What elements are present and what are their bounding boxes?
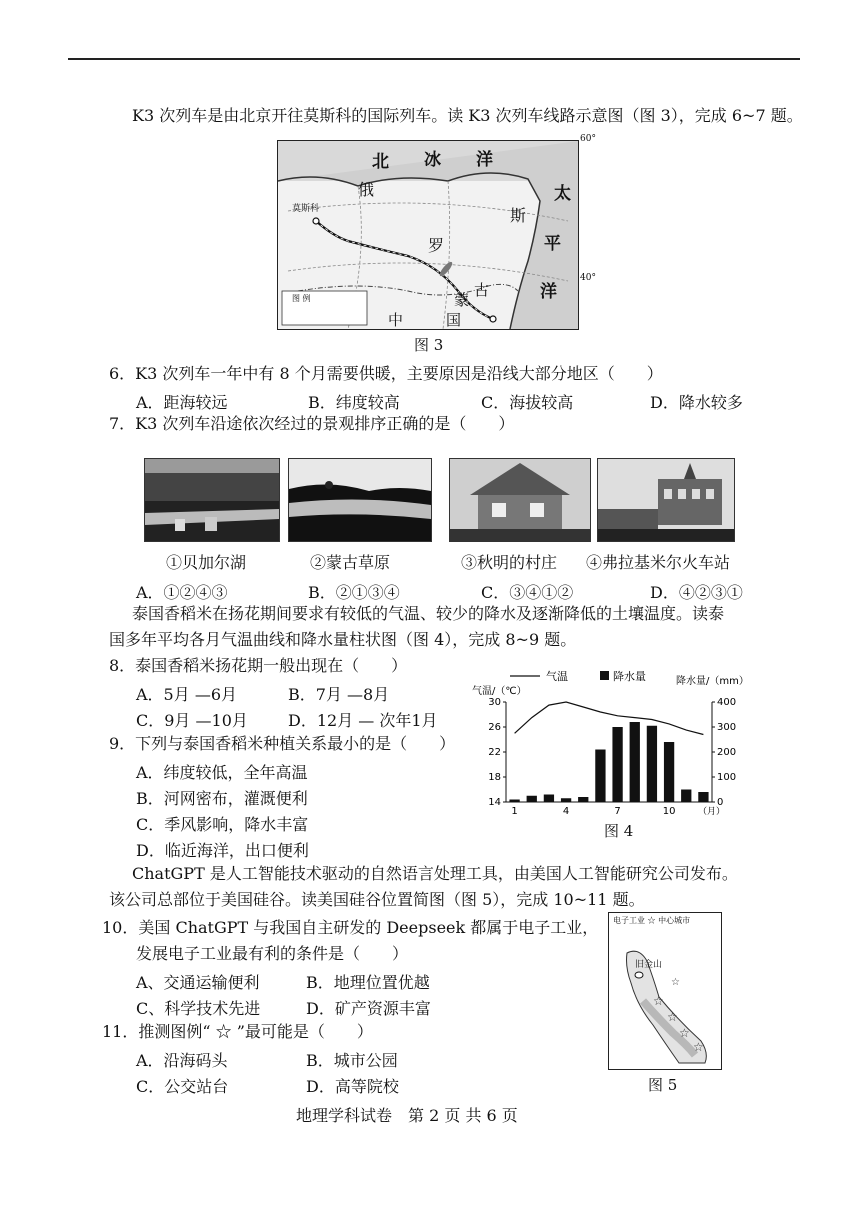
map-label-e: 俄 — [358, 180, 375, 199]
left-tick-label: 22 — [488, 747, 501, 758]
photo-vladimir-station — [597, 458, 735, 542]
x-tick-label: 10 — [662, 806, 676, 817]
legend-precip-swatch — [600, 671, 609, 680]
map-label-si: 斯 — [510, 206, 527, 225]
beijing-point — [490, 316, 496, 322]
question-7-stem: 7．K3 次列车沿途依次经过的景观排序正确的是（ ） — [109, 414, 515, 433]
right-tick-label: 0 — [717, 797, 724, 808]
precip-bar-9 — [647, 726, 657, 802]
q6-option-a[interactable]: A．距海较远 — [136, 393, 228, 412]
precip-bar-4 — [561, 798, 571, 802]
right-axis-title: 降水量/（mm） — [676, 676, 749, 687]
precip-bar-10 — [664, 742, 674, 802]
x-tick-label: 7 — [614, 806, 621, 817]
q10-option-d[interactable]: D．矿产资源丰富 — [306, 999, 431, 1018]
map-label-guo: 国 — [446, 311, 462, 329]
map-label-meng: 蒙 — [454, 291, 470, 309]
q9-option-a[interactable]: A．纬度较低，全年高温 — [136, 763, 308, 782]
q11-option-d[interactable]: D．高等院校 — [306, 1077, 399, 1096]
q8-option-d[interactable]: D．12月 — 次年1月 — [288, 711, 438, 730]
left-tick-label: 14 — [488, 797, 501, 808]
star-marker: ☆ — [667, 1010, 678, 1024]
baikal-lake — [438, 260, 454, 278]
photo-caption-3: ③秋明的村庄 — [461, 553, 558, 572]
photo-tyumen-village — [449, 458, 591, 542]
q7-option-d[interactable]: D．④②③① — [650, 583, 743, 602]
star-marker: ☆ — [671, 977, 680, 988]
question-8-stem: 8．泰国香稻米扬花期一般出现在（ ） — [109, 656, 408, 675]
question-9-stem: 9．下列与泰国香稻米种植关系最小的是（ ） — [109, 734, 456, 753]
precip-bar-1 — [509, 800, 519, 803]
fig5-legend: 电子工业 ☆ 中心城市 — [613, 916, 691, 925]
map-label-tai: 太 — [554, 184, 571, 204]
left-axis-title: 气温/（℃） — [472, 686, 527, 697]
q6-option-c[interactable]: C．海拔较高 — [481, 393, 574, 412]
intro-thai-line-2: 国多年平均各月气温曲线和降水量柱状图（图 4），完成 8~9 题。 — [109, 630, 577, 649]
intro-chatgpt-line-1: ChatGPT 是人工智能技术驱动的自然语言处理工具，由美国人工智能研究公司发布。 — [132, 864, 738, 883]
precip-bar-6 — [595, 750, 605, 803]
star-marker: ☆ — [653, 994, 664, 1008]
q10-option-b[interactable]: B．地理位置优越 — [306, 973, 430, 992]
question-10-stem-1: 10．美国 ChatGPT 与我国自主研发的 Deepseek 都属于电子工业， — [102, 918, 599, 937]
photo-caption-4: ④弗拉基米尔火车站 — [586, 553, 731, 572]
map-label-zhong: 中 — [388, 311, 404, 329]
photo-baikal-lake — [144, 458, 280, 542]
map-label-moscow: 莫斯科 — [292, 204, 320, 214]
q10-option-c[interactable]: C、科学技术先进 — [136, 999, 261, 1018]
q7-option-b[interactable]: B．②①③④ — [308, 583, 400, 602]
precip-bar-11 — [681, 790, 691, 803]
silicon-valley-svg — [609, 913, 721, 1069]
map-label-luo: 罗 — [428, 236, 445, 255]
q11-option-a[interactable]: A．沿海码头 — [136, 1051, 228, 1070]
moscow-point — [313, 218, 319, 224]
right-tick-label: 200 — [717, 747, 737, 758]
figure-3-map — [277, 140, 579, 330]
star-marker: ☆ — [693, 1040, 704, 1054]
figure-4-caption: 图 4 — [604, 822, 634, 840]
page-footer: 地理学科试卷 第 2 页 共 6 页 — [296, 1106, 518, 1125]
top-rule — [68, 58, 800, 60]
q8-option-b[interactable]: B．7月 —8月 — [288, 685, 390, 704]
precip-bar-8 — [630, 722, 640, 802]
map-label-bing: 冰 — [424, 150, 441, 170]
fig5-city-label: 旧金山 — [635, 960, 663, 970]
photo-mongolia-grassland — [288, 458, 432, 542]
precip-bar-5 — [578, 797, 588, 802]
left-tick-label: 30 — [488, 697, 501, 708]
photo-caption-2: ②蒙古草原 — [310, 553, 391, 572]
lat-60-label: 60° — [580, 134, 596, 144]
climate-chart-svg — [470, 668, 749, 818]
precip-bar-2 — [527, 796, 537, 802]
figure-3-caption: 图 3 — [414, 336, 444, 354]
map-label-pacific-yang: 洋 — [540, 282, 557, 302]
intro-k3: K3 次列车是由北京开往莫斯科的国际列车。读 K3 次列车线路示意图（图 3），完成 6~7 题。 — [132, 106, 803, 125]
x-axis-unit: （月） — [698, 807, 726, 817]
star-marker: ☆ — [679, 1026, 690, 1040]
q8-option-a[interactable]: A．5月 —6月 — [136, 685, 238, 704]
right-tick-label: 100 — [717, 772, 737, 783]
photo-caption-1: ①贝加尔湖 — [166, 553, 247, 572]
map-label-gu: 古 — [474, 281, 490, 299]
q7-option-c[interactable]: C．③④①② — [481, 583, 574, 602]
q6-option-b[interactable]: B．纬度较高 — [308, 393, 400, 412]
right-tick-label: 400 — [717, 697, 737, 708]
right-tick-label: 300 — [717, 722, 737, 733]
map-legend-title: 图 例 — [292, 294, 311, 303]
question-6-stem: 6．K3 次列车一年中有 8 个月需要供暖，主要原因是沿线大部分地区（ ） — [109, 364, 663, 383]
sf-city-marker — [635, 972, 643, 978]
figure-4-chart — [470, 668, 749, 818]
question-11-stem: 11．推测图例“ ☆ ”最可能是（ ） — [102, 1022, 373, 1041]
left-tick-label: 26 — [488, 722, 501, 733]
temperature-line — [515, 702, 704, 735]
intro-thai-line-1: 泰国香稻米在扬花期间要求有较低的气温、较少的降水及逐渐降低的土壤温度。读泰 — [132, 604, 725, 623]
left-tick-label: 18 — [488, 772, 501, 783]
question-10-stem-2: 发展电子工业最有利的条件是（ ） — [136, 944, 409, 963]
map-label-bei: 北 — [372, 152, 389, 172]
q7-option-a[interactable]: A．①②④③ — [136, 583, 228, 602]
q11-option-b[interactable]: B．城市公园 — [306, 1051, 398, 1070]
precip-bar-7 — [612, 727, 622, 802]
precip-bar-3 — [544, 795, 554, 803]
figure-5-map — [608, 912, 722, 1070]
legend-precip-label: 降水量 — [613, 670, 646, 683]
x-tick-label: 4 — [562, 806, 570, 817]
q9-option-d[interactable]: D．临近海洋，出口便利 — [136, 841, 309, 860]
x-tick-label: 1 — [511, 806, 518, 817]
lat-40-label: 40° — [580, 273, 596, 283]
q10-option-a[interactable]: A、交通运输便利 — [136, 973, 260, 992]
intro-chatgpt-line-2: 该公司总部位于美国硅谷。读美国硅谷位置简图（图 5），完成 10~11 题。 — [109, 890, 645, 909]
q9-option-b[interactable]: B．河网密布，灌溉便利 — [136, 789, 308, 808]
map-label-yang: 洋 — [476, 150, 493, 170]
q11-option-c[interactable]: C．公交站台 — [136, 1077, 229, 1096]
q9-option-c[interactable]: C．季风影响，降水丰富 — [136, 815, 309, 834]
precip-bar-12 — [698, 792, 708, 802]
q8-option-c[interactable]: C．9月 —10月 — [136, 711, 248, 730]
map-label-ping: 平 — [544, 234, 561, 254]
q6-option-d[interactable]: D．降水较多 — [650, 393, 743, 412]
legend-temp-label: 气温 — [546, 670, 568, 683]
figure-5-caption: 图 5 — [648, 1076, 678, 1094]
